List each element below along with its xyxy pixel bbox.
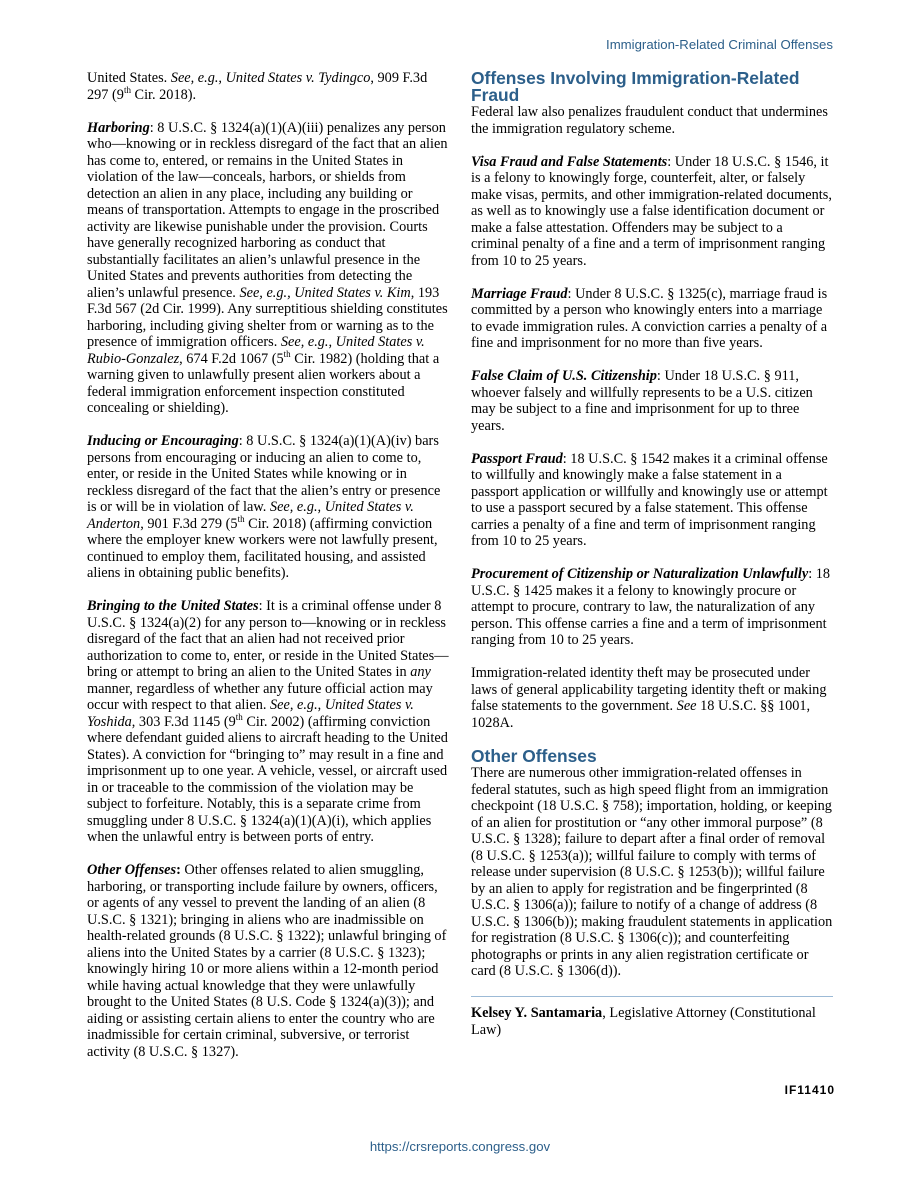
- term-heading: Bringing to the United States: [87, 598, 259, 614]
- text: Cir. 2002) (affirming conviction where defendant guided aliens to aircraft heading to the United States). A conviction for “bringing to” may result in a fine and imprisonment up to one year. A vehicle, vessel, or aircraft used in or traceable to the commission of the violation may be subject to forfeiture. Notably, this is a separate crime from smuggling under 8 U.S.C. § 1324(a)(1)(A)(i), which applies when the unlawful entry is between ports of entry.: [87, 713, 448, 845]
- paragraph-fraud-intro: Federal law also penalizes fraudulent conduct that undermines the immigration regulatory scheme.: [471, 104, 828, 137]
- text: , 303 F.3d 1145 (9: [131, 713, 236, 730]
- term-heading: Visa Fraud and False Statements: [471, 153, 668, 170]
- case-citation: See, e.g., United States v. Anderton: [87, 499, 414, 532]
- text: , 901 F.3d 279 (5: [140, 515, 238, 532]
- text: : 8 U.S.C. § 1324(a)(1)(A)(iii) penalizes any person who—knowing or in reckless disregard of the fact that an alien has come to, entered, or remains in the United States in violation of the law—conceals, harbors, or shields from detection an alien in any place, including any building or means of transportation. Attempts to engage in the proscribed activity are likewise punishable under the provision. Courts have generally recognized harboring as conduct that substantially facilitates an alien’s unlawful presence in the United States and prevents authorities from detecting the alien’s unlawful presence.: [87, 119, 448, 301]
- term-heading: Other Offenses: [87, 862, 177, 878]
- term-heading: False Claim of U.S. Citizenship: [471, 368, 657, 384]
- text: manner, regardless of whether any future official action may occur with respect to that alien.: [87, 680, 433, 713]
- text: Cir. 2018) (affirming conviction where the employer knew workers were not lawfully present, continued to employ them, facilitated housing, and assisted aliens in obtaining public benefits).: [87, 515, 438, 581]
- case-citation: See, e.g.: [270, 697, 318, 713]
- report-id: IF11410: [784, 1083, 835, 1097]
- text: Cir. 1982) (holding that a warning given to unlawfully present alien workers about a federal immigration enforcement inspection constituted concealing or shielding).: [87, 350, 440, 416]
- footer-url-link[interactable]: https://crsreports.congress.gov: [369, 1139, 551, 1154]
- paragraph-passport-fraud: [471, 451, 833, 550]
- author-role: , Legislative Attorney (Constitutional Law): [471, 1005, 816, 1038]
- text: , 193 F.3d 567 (2d Cir. 1999). Any surreptitious shielding constitutes harboring, including giving shelter from or warning as to the presence of immigration officers.: [87, 284, 448, 350]
- case-citation: United States v. Yoshida: [87, 697, 414, 730]
- paragraph-marriage-fraud: [471, 286, 833, 352]
- ordinal-suffix: th: [123, 84, 131, 95]
- text: :: [176, 862, 181, 878]
- running-header-title: Immigration-Related Criminal Offenses: [606, 37, 833, 52]
- term-heading: Marriage Fraud: [471, 285, 568, 302]
- text: : It is a criminal offense under 8 U.S.C. § 1324(a)(2) for any person to—knowing or in reckless disregard of the fact that an alien had not received prior authorization to come to, enter, or reside in the United States—bring or attempt to bring an alien to the United States in: [87, 598, 449, 680]
- ordinal-suffix: th: [237, 513, 245, 524]
- paragraph-bringing: [87, 598, 449, 846]
- text: : 8 U.S.C. § 1324(a)(1)(A)(iv) bars persons from encouraging or inducing an alien to come to, enter, or reside in the United States while knowing or in reckless disregard of the fact that the alien’s entry or presence is or will be in violation of law.: [87, 433, 441, 515]
- section-heading-fraud: Offenses Involving Immigration-Related Fraud: [471, 68, 800, 105]
- author-name: Kelsey Y. Santamaria: [471, 1005, 603, 1021]
- paragraph-visa-fraud: [471, 154, 833, 270]
- text: Cir. 2018).: [130, 86, 197, 103]
- term-heading: Harboring: [87, 119, 150, 136]
- text: , 674 F.2d 1067 (5: [179, 350, 284, 367]
- paragraph-continuation: [87, 70, 449, 103]
- emphasis: See: [676, 698, 697, 714]
- text: 18 U.S.C. §§ 1001, 1028A.: [471, 698, 811, 731]
- paragraph-identity-theft: [471, 665, 833, 731]
- term-heading: Passport Fraud: [471, 450, 563, 467]
- paragraph-harboring: [87, 120, 449, 417]
- right-column: [471, 70, 833, 1038]
- term-heading: Procurement of Citizenship or Naturalization Unlawfully: [471, 566, 809, 582]
- text: : Under 18 U.S.C. § 911, whoever falsely and willfully represents to be a U.S. citizen may be subject to a fine and imprisonment for up to three years.: [471, 368, 813, 434]
- text: Other offenses related to alien smuggling, harboring, or transporting include failure by owners, officers, or agents of any vessel to prevent the landing of an alien (8 U.S.C. § 1321); bringing in aliens who are inadmissible on health-related grounds (8 U.S.C. § 1322); unlawful bringing of aliens into the United States by a carrier (8 U.S.C. § 1323); knowingly hiring 10 or more aliens within a 12-month period while having actual knowledge that they were unlawfully brought to the United States (8 U.S. Code § 1324(a)(3)); and aiding or assisting certain aliens to enter the country who are inadmissible for certain criminal, subversive, or terrorist activity (8 U.S.C. § 1327).: [87, 862, 447, 1060]
- emphasis: any: [410, 664, 431, 680]
- text: : Under 8 U.S.C. § 1325(c), marriage fraud is committed by a person who knowingly enters into a marriage to evade immigration rules. A conviction carries a penalty of a fine and imprisonment for no more than five years.: [471, 285, 828, 351]
- term-heading: Inducing or Encouraging: [87, 433, 239, 449]
- case-citation: See, e.g., United States v. Tydingco: [170, 70, 371, 86]
- text: : Under 18 U.S.C. § 1546, it is a felony to knowingly forge, counterfeit, alter, or falsely make visas, permits, and other immigration-related documents, as well as to knowingly use a false identification document or make a false attestation. Offenders may be subject to a criminal penalty of a fine and a term of imprisonment ranging from 10 to 25 years.: [471, 153, 832, 269]
- paragraph-inducing: [87, 433, 449, 582]
- text: Immigration-related identity theft may be prosecuted under laws of general applicability targeting identity theft or making false statements to the government.: [471, 665, 827, 714]
- text: ,: [317, 697, 325, 713]
- section-heading-other: Other Offenses: [471, 745, 597, 766]
- case-citation: See, e.g., United States v. Rubio-Gonzalez: [87, 334, 425, 367]
- case-citation: See, e.g., United States v. Kim: [239, 284, 411, 301]
- text: : 18 U.S.C. § 1542 makes it a criminal offense to willfully and knowingly make a false statement in a passport application or willfully and knowingly use or attempt to use a passport secured by a false statement. This offense carries a penalty of a fine and term of imprisonment ranging from 10 to 25 years.: [471, 450, 828, 549]
- paragraph-false-claim: [471, 368, 833, 434]
- author-line: [471, 1005, 833, 1038]
- text: United States.: [87, 70, 171, 86]
- paragraph-other-offenses-list: There are numerous other immigration-related offenses in federal statutes, such as high speed flight from an immigration checkpoint (18 U.S.C. § 758); importation, holding, or keeping of an alien for prostitution or “any other immoral purpose” (8 U.S.C. § 1328); failure to depart after a final order of removal (8 U.S.C. § 1253(a)); willful failure to comply with terms of release under supervision (8 U.S.C. § 1253(b)); willful failure by an alien to apply for registration and be fingerprinted (8 U.S.C. § 1306(a)); failure to notify of a change of address (8 U.S.C. § 1306(b)); making fraudulent statements in application for registration (8 U.S.C. § 1306(c)); and counterfeiting photographs or prints in any alien registration certificate or card (8 U.S.C. § 1306(d)).: [471, 765, 833, 979]
- paragraph-other-offenses: [87, 862, 449, 1060]
- author-divider: [471, 996, 833, 997]
- left-column: [87, 70, 449, 1077]
- text: : 18 U.S.C. § 1425 makes it a felony to knowingly procure or attempt to procure, contrary to law, the naturalization of any person. This offense carries a fine and a term of imprisonment ranging from 10 to 25 years.: [471, 566, 831, 648]
- ordinal-suffix: th: [283, 348, 291, 359]
- paragraph-procurement: [471, 566, 833, 649]
- ordinal-suffix: th: [235, 711, 243, 722]
- text: , 909 F.3d 297 (9: [87, 70, 428, 103]
